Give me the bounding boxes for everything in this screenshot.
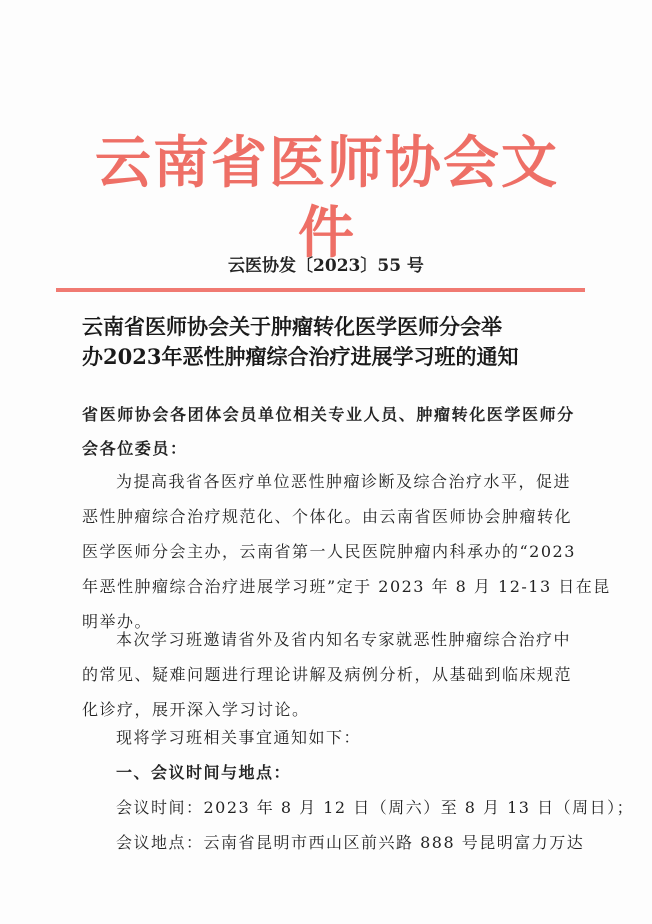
section-time-location [82,755,635,860]
notice-title-line: 云南省医师协会关于肿瘤转化医学医师分会举 [82,314,502,339]
paragraph-line: 年恶性肿瘤综合治疗进展学习班”定于 2023 年 8 月 12-13 日在昆 [82,577,611,596]
letterhead-title: 云南省医师协会文件 [95,130,559,266]
notice-title [82,312,602,372]
paragraph-line: 明举办。 [82,612,153,631]
paragraph-purpose [82,464,611,639]
paragraph-line: 化诊疗，展开深入学习讨论。 [82,700,310,719]
intro-line [82,720,582,755]
document-number: 云医协发〔2023〕55 号 [228,256,424,276]
salutation [82,398,602,466]
paragraph-line: 现将学习班相关事宜通知如下： [116,728,362,747]
meeting-location: 会议地点：云南省昆明市西山区前兴路 888 号昆明富力万达 [116,833,585,852]
letterhead-divider [56,288,585,292]
salutation-line: 会各位委员： [82,439,188,458]
paragraph-content [82,622,582,727]
salutation-line: 省医师协会各团体会员单位相关专业人员、肿瘤转化医学医师分 [82,405,575,424]
paragraph-line: 的常见、疑难问题进行理论讲解及病例分析，从基础到临床规范 [82,665,573,684]
paragraph-line: 本次学习班邀请省外及省内知名专家就恶性肿瘤综合治疗中 [116,630,572,649]
paragraph-line: 医学医师分会主办，云南省第一人民医院肿瘤内科承办的“2023 [82,542,576,561]
paragraph-line: 恶性肿瘤综合治疗规范化、个体化。由云南省医师协会肿瘤转化 [82,507,573,526]
section-heading: 一、会议时间与地点： [116,763,292,782]
meeting-time: 会议时间：2023 年 8 月 12 日（周六）至 8 月 13 日（周日）； [116,798,635,817]
paragraph-line: 为提高我省各医疗单位恶性肿瘤诊断及综合治疗水平，促进 [116,472,572,491]
notice-title-line: 办2023年恶性肿瘤综合治疗进展学习班的通知 [82,344,519,369]
